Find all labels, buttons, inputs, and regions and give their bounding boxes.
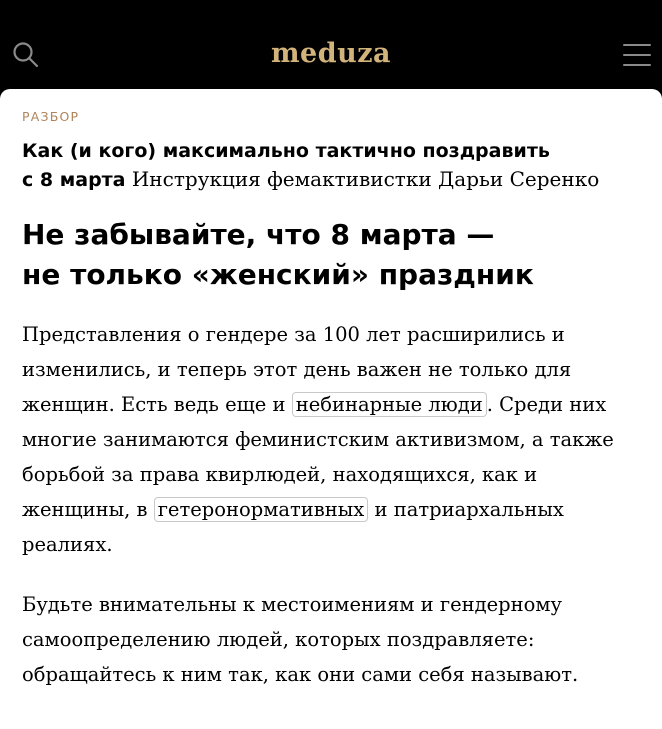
subheading-line2: не только «женский» праздник (22, 258, 534, 291)
meduza-logo[interactable]: meduza (270, 38, 392, 69)
headline-regular-part: Инструкция фемактивистки Дарьи Серенко (131, 167, 600, 191)
headline-bold-part1: Как (и кого) максимально тактично поздравить (22, 140, 550, 162)
article-headline (22, 136, 642, 194)
paragraph-1 (22, 317, 647, 562)
hamburger-menu-icon[interactable] (623, 42, 651, 68)
paragraph-2: Будьте внимательны к местоимениям и гендерному самоопределению людей, которых поздравляете: обращайтесь к ним так, как они сами себя называют. (22, 593, 579, 686)
paragraph-1-text-b: . Среди них многие занимаются феминистским активизмом, а также борьбой за права квирлюдей, находящихся, как и женщины, в (22, 393, 614, 521)
article-kicker[interactable]: РАЗБОР (22, 109, 80, 124)
top-navigation-bar (0, 0, 662, 94)
section-subheading (22, 215, 642, 295)
paragraph-1-text-c: и патриархальных реалиях. (22, 498, 564, 556)
headline-bold-part2: с 8 марта (22, 169, 126, 191)
link-heteronormative[interactable]: гетеронормативных (154, 497, 369, 522)
article-card (0, 89, 662, 729)
link-nonbinary-people[interactable]: небинарные люди (292, 392, 487, 417)
paragraph-1-text-a: Представления о гендере за 100 лет расширились и изменились, и теперь этот день важен не только для женщин. Есть ведь еще и (22, 323, 572, 416)
subheading-line1: Не забывайте, что 8 марта — (22, 218, 495, 251)
